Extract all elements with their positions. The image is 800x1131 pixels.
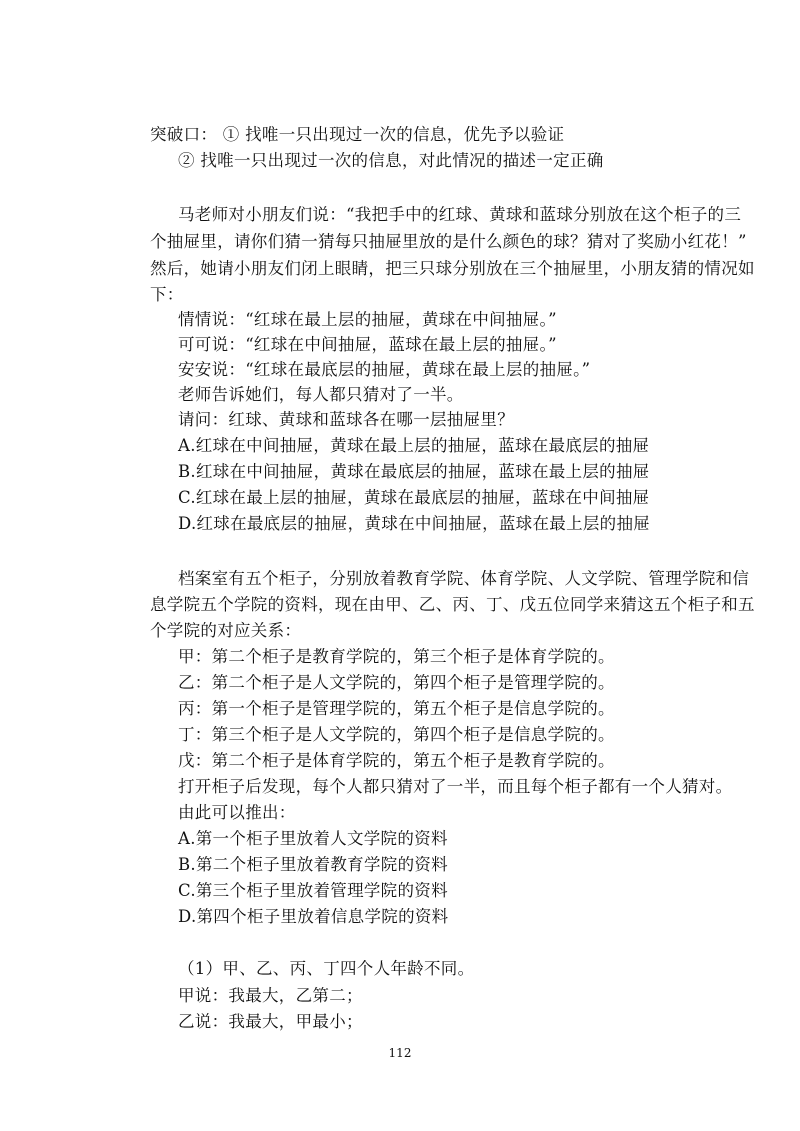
q1-statement: 老师告诉她们，每人都只猜对了一半。 bbox=[178, 385, 464, 404]
q1-intro-line: 然后，她请小朋友们闭上眼睛，把三只球分别放在三个抽屉里，小朋友猜的情况如 bbox=[150, 259, 755, 278]
q1-option-b: B.红球在中间抽屉，黄球在最底层的抽屉，蓝球在最上层的抽屉 bbox=[178, 462, 650, 481]
q1-question: 请问：红球、黄球和蓝球各在哪一层抽屉里？ bbox=[178, 410, 514, 429]
q2-intro-line: 档案室有五个柜子，分别放着教育学院、体育学院、人文学院、管理学院和信 bbox=[178, 569, 750, 588]
q1-statement: 安安说：“红球在最底层的抽屉，黄球在最上层的抽屉。” bbox=[178, 360, 591, 379]
q1-option-c: C.红球在最上层的抽屉，黄球在最底层的抽屉，蓝球在中间抽屉 bbox=[178, 488, 650, 507]
q2-statement: 丙：第一个柜子是管理学院的，第五个柜子是信息学院的。 bbox=[178, 699, 615, 718]
q1-intro-line: 下： bbox=[150, 285, 184, 304]
q2-intro-line: 个学院的对应关系： bbox=[150, 621, 302, 640]
q2-statement: 打开柜子后发现，每个人都只猜对了一半，而且每个柜子都有一个人猜对。 bbox=[178, 777, 733, 796]
q2-option-a: A.第一个柜子里放着人文学院的资料 bbox=[178, 829, 448, 848]
page-number: 112 bbox=[388, 1046, 412, 1060]
q2-statement: 丁：第三个柜子是人文学院的，第四个柜子是信息学院的。 bbox=[178, 725, 615, 744]
q2-option-d: D.第四个柜子里放着信息学院的资料 bbox=[178, 907, 449, 926]
q2-statement: 乙：第二个柜子是人文学院的，第四个柜子是管理学院的。 bbox=[178, 673, 615, 692]
tip-line-1: 突破口： ① 找唯一只出现过一次的信息，优先予以验证 bbox=[150, 125, 565, 144]
q1-intro-line: 个抽屉里，请你们猜一猜每只抽屉里放的是什么颜色的球？猜对了奖励小红花！” bbox=[150, 232, 747, 251]
q1-statement: 可可说：“红球在中间抽屉，蓝球在最上层的抽屉。” bbox=[178, 335, 557, 354]
q2-question: 由此可以推出： bbox=[178, 803, 296, 822]
q2-option-b: B.第二个柜子里放着教育学院的资料 bbox=[178, 855, 448, 874]
q2-option-c: C.第三个柜子里放着管理学院的资料 bbox=[178, 881, 448, 900]
q1-option-a: A.红球在中间抽屉，黄球在最上层的抽屉，蓝球在最底层的抽屉 bbox=[178, 436, 650, 455]
q2-statement: 甲：第二个柜子是教育学院的，第三个柜子是体育学院的。 bbox=[178, 647, 615, 666]
q1-option-d: D.红球在最底层的抽屉，黄球在中间抽屉，蓝球在最上层的抽屉 bbox=[178, 514, 651, 533]
tip-line-2: ② 找唯一只出现过一次的信息，对此情况的描述一定正确 bbox=[178, 151, 604, 170]
q2-intro-line: 息学院五个学院的资料，现在由甲、乙、丙、丁、戊五位同学来猜这五个柜子和五 bbox=[150, 595, 755, 614]
q3-line: 甲说：我最大，乙第二； bbox=[178, 986, 363, 1005]
q3-line: （1）甲、乙、丙、丁四个人年龄不同。 bbox=[178, 959, 475, 978]
q1-statement: 情情说：“红球在最上层的抽屉，黄球在中间抽屉。” bbox=[178, 310, 557, 329]
q1-intro-line: 马老师对小朋友们说：“我把手中的红球、黄球和蓝球分别放在这个柜子的三 bbox=[178, 205, 742, 224]
q2-statement: 戊：第二个柜子是体育学院的，第五个柜子是教育学院的。 bbox=[178, 751, 615, 770]
q3-line: 乙说：我最大，甲最小； bbox=[178, 1012, 363, 1031]
